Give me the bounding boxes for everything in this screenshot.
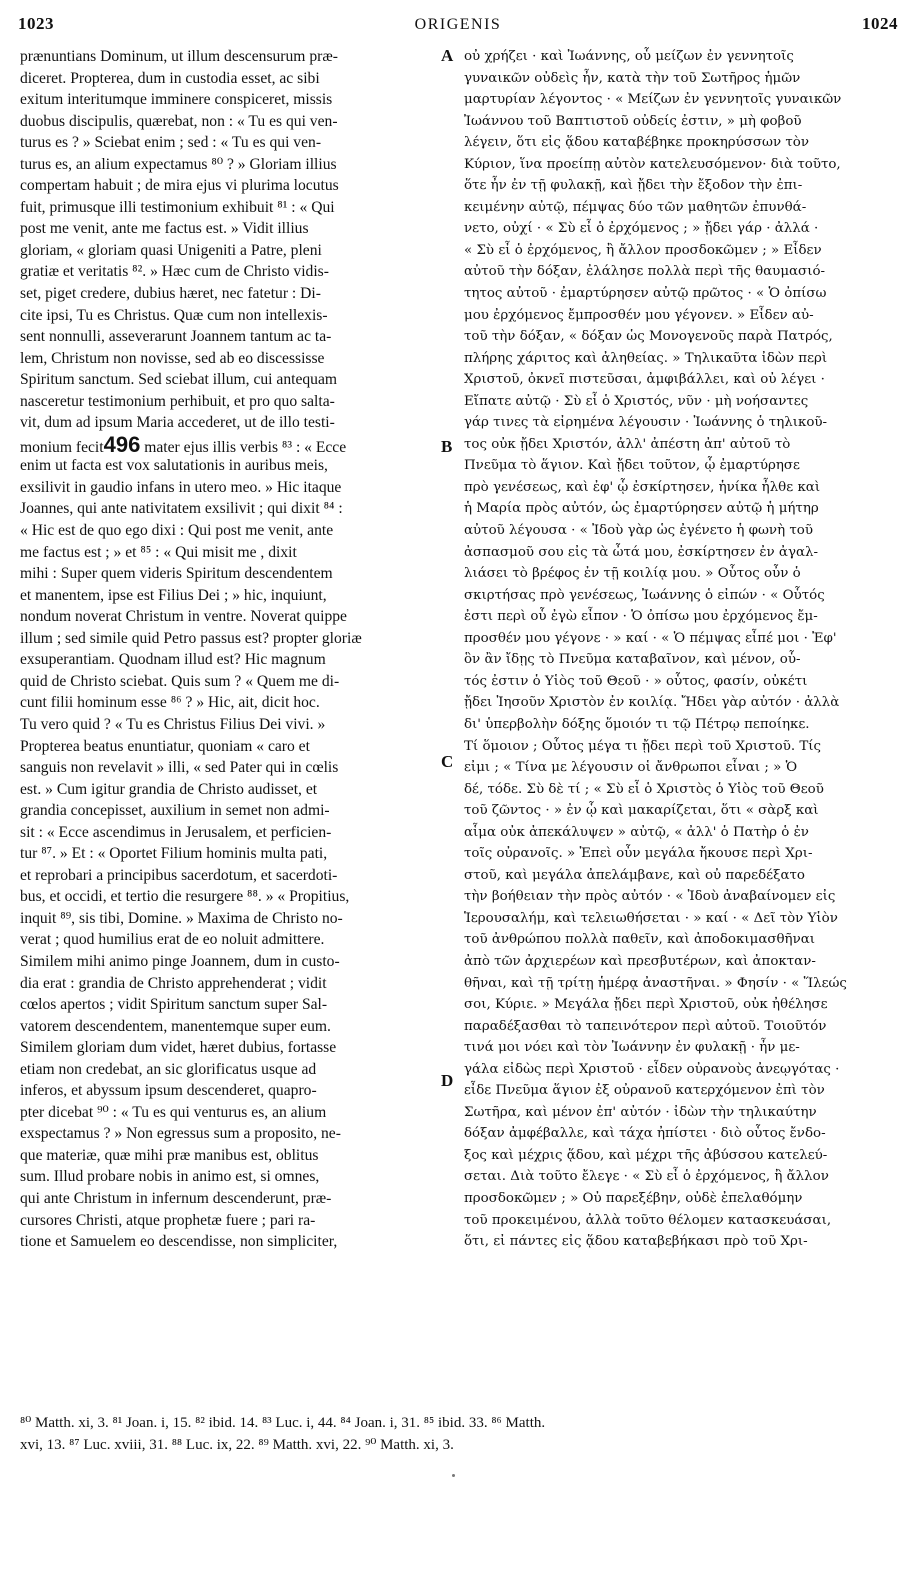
page-dot <box>452 1474 455 1477</box>
greek-text-line: τός ἐστιν ὁ Υἱὸς τοῦ Θεοῦ · » οὗτος, φασίν, οὐκέτι <box>464 673 808 689</box>
footnote-line-2: xvi, 13. ⁸⁷ Luc. xviii, 31. ⁸⁸ Luc. ix, 22. ⁸⁹ Matth. xvi, 22. ⁹⁰ Matth. xi, 3. <box>20 1437 454 1453</box>
footnote-line-1: ⁸⁰ Matth. xi, 3. ⁸¹ Joan. i, 15. ⁸² ibid. 14. ⁸³ Luc. i, 44. ⁸⁴ Joan. i, 31. ⁸⁵ ibid. 33. ⁸⁶ Matth. <box>20 1415 546 1431</box>
latin-text-line: et manentem, ipse est Filius Dei ; » hic, inquiunt, <box>20 586 327 604</box>
greek-text-line: τὴν βοήθειαν τὴν πρὸς αὐτόν · « Ἰδοὺ ἀναβαίνομεν εἰς <box>464 889 836 905</box>
section-marker-d: D <box>441 1071 454 1090</box>
latin-text-line: nasceretur testimonium perhibuit, et pro quo salta- <box>20 392 335 410</box>
latin-text-fragment: mater ejus illis verbis ⁸³ : « Ecce <box>140 438 347 456</box>
greek-text-line: ἡ Μαρία πρὸς αὐτόν, ὡς ἐμαρτύρησεν αὐτῷ ἡ μήτηρ <box>464 501 819 517</box>
greek-text-line: Σωτῆρα, καὶ μένον ἐπ' αὐτόν · ἰδὼν τὴν τηλικαύτην <box>464 1104 817 1120</box>
latin-text-line: cunt filii hominum esse ⁸⁶ ? » Hic, ait, dicit hoc. <box>20 694 320 712</box>
latin-column <box>20 46 440 1253</box>
latin-text-line: quid de Christo sciebat. Quis sum ? « Quem me di- <box>20 672 340 690</box>
greek-text-line: γάρ τινες τὰ εἰρημένα λέγουσιν · Ἰωάννης ὁ τηλικοῦ- <box>464 415 828 431</box>
latin-text-line: post me venit, ante me factus est. » Vidit illius <box>20 220 309 238</box>
latin-text-line: Propterea beatus enuntiatur, quoniam « caro et <box>20 737 310 755</box>
greek-text-line: ᾔδει Ἰησοῦν Χριστὸν ἐν κοιλίᾳ. Ἤδει γὰρ αὐτόν · ἀλλὰ <box>464 695 840 711</box>
greek-text-line: κειμένην αὐτῷ, πέμψας δύο τῶν μαθητῶν ἐπυνθά- <box>464 199 807 215</box>
greek-text-line: ἀπὸ τῶν ἀρχιερέων καὶ πρεσβυτέρων, καὶ ἀποκταν- <box>464 953 816 969</box>
greek-text-line: ὅτε ἦν ἐν τῇ φυλακῇ, καὶ ᾔδει τὴν ἔξοδον τὴν ἐπι- <box>464 178 803 194</box>
greek-text-line: παραδέξασθαι τὸ ταπεινότερον περὶ αὐτοῦ. Τοιοῦτόν <box>464 1018 827 1034</box>
latin-text-line: sit : « Ecce ascendimus in Jerusalem, et perficien- <box>20 823 332 841</box>
latin-text-line: mihi : Super quem videris Spiritum descendentem <box>20 565 333 583</box>
greek-text-line: δέ, τόδε. Σὺ δὲ τί ; « Σὺ εἶ ὁ Χριστὸς ὁ Υἱὸς τοῦ Θεοῦ <box>464 781 824 797</box>
latin-text-line: pter dicebat ⁹⁰ : « Tu es qui venturus es, an alium <box>20 1103 327 1121</box>
latin-text-line: compertam habuit ; de mira ejus vi plurima locutus <box>20 177 339 195</box>
latin-text-line: turus es, an alium expectamus ⁸⁰ ? » Gloriam illius <box>20 155 337 173</box>
latin-text-line: Similem gloriam dum videt, hæret dubius, fortasse <box>20 1039 337 1057</box>
latin-text-line: exitum interitumque imminere conspiceret, missis <box>20 91 333 109</box>
greek-text-line: Ἱερουσαλήμ, καὶ τελειωθήσεται · » καί · « Δεῖ τὸν Υἱὸν <box>464 910 838 926</box>
latin-text-line: « Hic est de quo ego dixi : Qui post me venit, ante <box>20 522 334 540</box>
latin-text-line: etiam non credebat, an sic glorificatus usque ad <box>20 1060 317 1078</box>
latin-text-line: qui ante Christum in infernum descenderunt, præ- <box>20 1189 332 1207</box>
section-marker-c: C <box>441 752 454 771</box>
greek-text-line: τητος αὐτοῦ · ἐμαρτύρησεν αὐτῷ πρῶτος · « Ὁ ὀπίσω <box>464 286 827 302</box>
latin-text-line: exsuperantiam. Quodnam illud est? Hic magnum <box>20 651 326 669</box>
left-column-number: 1023 <box>18 14 54 33</box>
latin-text-line: cite ipsi, Tu es Christus. Quæ cum non intellexis- <box>20 306 328 324</box>
greek-text-line: λέγειν, ὅτι εἰς ᾅδου καταβέβηκε προκηρύσσων τὸν <box>464 135 809 151</box>
latin-text-line: vit, dum ad ipsum Maria accederet, ut de illo testi- <box>20 414 335 432</box>
greek-text-line: τοῦ τὴν δόξαν, « δόξαν ὡς Μονογενοῦς παρὰ Πατρός, <box>464 329 833 345</box>
greek-text-line: πλήρης χάριτος καὶ ἀληθείας. » Τηλικαῦτα ἰδὼν περὶ <box>464 350 828 366</box>
greek-text-line: στοῦ, καὶ μεγάλα ἀπελάμβανε, καὶ οὐ παρεδέξατο <box>464 867 805 883</box>
greek-text-line: προσθέν μου γέγονε · » καί · « Ὁ πέμψας εἶπέ μοι · Ἐφ' <box>464 630 837 646</box>
section-marker-b: B <box>441 437 453 456</box>
greek-text-line: Κύριον, ἵνα προείπῃ αὐτὸν κατελευσόμενον· διὰ τοῦτο, <box>464 156 841 172</box>
latin-text-line: gloriam, « gloriam quasi Unigeniti a Patre, pleni <box>20 241 322 259</box>
latin-text-line: Spiritum sanctum. Sed sciebat illum, cui antequam <box>20 371 338 389</box>
latin-text-line: que materiæ, quæ mihi præ manibus est, oblitus <box>20 1146 319 1164</box>
latin-text-line: lem, Christum non novisse, sed ab eo discessisse <box>20 349 325 367</box>
latin-text-line: diceret. Propterea, dum in custodia esset, ac sibi <box>20 69 320 87</box>
greek-text-line: σκιρτήσας πρὸ γενέσεως, Ἰωάννης ὁ εἰπών · « Οὗτός <box>464 587 825 603</box>
latin-text-line: est. » Cum igitur grandia de Christo audisset, et <box>20 780 318 798</box>
greek-text-line: Εἴπατε αὐτῷ · Σὺ εἶ ὁ Χριστός, νῦν · μὴ νοήσαντες <box>464 393 809 409</box>
latin-text-line: exspectamus ? » Non egressus sum a proposito, ne- <box>20 1125 341 1143</box>
latin-text-line: set, piget credere, dubius hæret, nec fatetur : Di- <box>20 285 321 303</box>
greek-text-line: αὐτοῦ τὴν δόξαν, ἐλάλησε πολλὰ περὶ τῆς θαυμασιό- <box>464 264 826 280</box>
latin-text-line: vatorem descendentem, manentemque super eum. <box>20 1017 331 1035</box>
latin-text-line: dia erat : grandia de Christo apprehenderat ; vidit <box>20 974 327 992</box>
greek-text-line: λιάσει τὸ βρέφος ἐν τῇ κοιλίᾳ μου. » Οὗτος οὖν ὁ <box>464 566 801 582</box>
greek-text-line: προσδοκῶμεν ; » Οὐ παρεξέβην, οὐδὲ ἐπελαθόμην <box>464 1190 803 1206</box>
latin-text-line: turus es ? » Sciebat enim ; sed : « Tu es qui ven- <box>20 134 322 152</box>
greek-text-line: γυναικῶν οὐδεὶς ἦν, κατὰ τὴν τοῦ Σωτῆρος ἡμῶν <box>464 70 801 86</box>
right-column-number: 1024 <box>861 14 898 33</box>
greek-text-line: Πνεῦμα τὸ ἅγιον. Καὶ ᾔδει τοῦτον, ᾧ ἐμαρτύρησε <box>464 458 800 474</box>
latin-text-line: inferos, et abyssum ipsum descenderet, quapro- <box>20 1082 317 1100</box>
greek-text-line: τοῦ προκειμένου, ἀλλὰ τοῦτο θέλομεν κατασκευάσαι, <box>464 1212 832 1228</box>
greek-text-line: θῆναι, καὶ τῇ τρίτῃ ἡμέρᾳ ἀναστῆναι. » Φησίν · « Ἵλεώς <box>464 975 847 991</box>
greek-text-line: εἰμι ; « Τίνα με λέγουσιν οἱ ἄνθρωποι εἶναι ; » Ὁ <box>464 760 798 776</box>
greek-text-line: αἷμα οὐκ ἀπεκάλυψεν » αὐτῷ, « ἀλλ' ὁ Πατὴρ ὁ ἐν <box>464 824 809 840</box>
greek-text-line: δι' ὑπερβολὴν δόξης ὅμοιόν τι τῷ Πέτρῳ πεποίηκε. <box>464 716 810 732</box>
greek-text-line: ὃν ἂν ἴδῃς τὸ Πνεῦμα καταβαῖνον, καὶ μένον, οὗ- <box>464 652 801 668</box>
latin-text-line: grandia concepisset, auxilium in semet non admi- <box>20 802 330 820</box>
latin-text-line: bus, et occidi, et tertio die resurgere ⁸⁸. » « Propitius, <box>20 888 350 906</box>
page-header <box>18 14 898 40</box>
greek-text-line: πρὸ γενέσεως, καὶ ἐφ' ᾧ ἐσκίρτησεν, ἡνίκα ἦλθε καὶ <box>464 479 821 495</box>
latin-text-line: sanguis non revelavit » illi, « sed Pater qui in cœlis <box>20 759 339 777</box>
greek-text-line: τινά μοι νόει καὶ τὸν Ἰωάννην ἐν φυλακῇ · ἦν με- <box>464 1040 800 1056</box>
latin-text-line: Similem mihi animo pinge Joannem, dum in custo- <box>20 952 340 970</box>
greek-text-line: εἶδε Πνεῦμα ἅγιον ἐξ οὐρανοῦ κατερχόμενον ἐπὶ τὸν <box>464 1083 825 1099</box>
greek-text-line: τοῦ ζῶντος · » ἐν ᾧ καὶ μακαρίζεται, ὅτι « σὰρξ καὶ <box>464 803 819 819</box>
page-title: ORIGENIS <box>414 16 502 33</box>
greek-text-line: τος οὐκ ᾔδει Χριστόν, ἀλλ' ἀπέστη ἀπ' αὐτοῦ τὸ <box>464 436 791 452</box>
latin-text-line: nondum noverat Christum in ventre. Noverat quippe <box>20 608 347 626</box>
greek-column <box>464 46 896 1253</box>
greek-text-line: τοῖς οὐρανοῖς. » Ἐπεὶ οὖν μεγάλα ἤκουσε περὶ Χρι- <box>464 846 813 862</box>
greek-text-line: σεται. Διὰ τοῦτο ἔλεγε · « Σὺ εἶ ὁ ἐρχόμενος, ἢ ἄλλον <box>464 1169 829 1185</box>
latin-text-line: exsilivit in gaudio infans in utero meo. » Hic itaque <box>20 478 342 496</box>
latin-text-line: verat ; quod humilius erat de eo noluit admittere. <box>20 931 325 949</box>
latin-text-fragment: monium fecit <box>20 438 104 456</box>
greek-text-line: αὐτοῦ λέγουσα · « Ἰδοὺ γὰρ ὡς ἐγένετο ἡ φωνὴ τοῦ <box>464 523 813 539</box>
latin-text-line: cœlos apertos ; vidit Spiritum sanctum super Sal- <box>20 996 328 1014</box>
greek-text-line: τοῦ ἀνθρώπου πολλὰ παθεῖν, καὶ ἀποδοκιμασθῆναι <box>464 932 816 948</box>
latin-text-line: enim ut facta est vox salutationis in auribus meis, <box>20 457 328 475</box>
latin-text-line: sent nonnulli, asseverarunt Joannem tantum ac ta- <box>20 328 332 346</box>
greek-text-line: Χριστοῦ, ὀκνεῖ πιστεῦσαι, ἀμφιβάλλει, καὶ οὐ λέγει · <box>464 372 825 388</box>
latin-text-line: illum ; sed simile quid Petro passus est? propter gloriæ <box>20 629 362 647</box>
latin-text-line: prænuntians Dominum, ut illum descensurum præ- <box>20 48 338 65</box>
greek-text-line: μαρτυρίαν λέγοντος · « Μείζων ἐν γεννητοῖς γυναικῶν <box>464 92 842 108</box>
greek-text-line: « Σὺ εἶ ὁ ἐρχόμενος, ἢ ἄλλον προσδοκῶμεν ; » Εἶδεν <box>464 242 822 258</box>
latin-text-line: tur ⁸⁷. » Et : « Oportet Filium hominis multa pati, <box>20 845 328 863</box>
footnotes <box>20 1412 898 1456</box>
latin-text-line: Tu vero quid ? « Tu es Christus Filius Dei vivi. » <box>20 715 326 733</box>
greek-text-line: ξος καὶ μέχρις ᾅδου, καὶ μέχρι τῆς ἀβύσσου κατελεύ- <box>464 1147 828 1163</box>
latin-text-line: fuit, primusque illi testimonium exhibuit ⁸¹ : « Qui <box>20 198 335 216</box>
greek-text-line: ὅτι, εἰ πάντες εἰς ᾅδου καταβεβήκασι πρὸ τοῦ Χρι- <box>464 1234 808 1250</box>
greek-text-line: νετο, οὐχί · « Σὺ εἶ ὁ ἐρχόμενος ; » ᾔδει γάρ · ἀλλά · <box>464 221 819 237</box>
greek-text-line: οὐ χρήζει · καὶ Ἰωάννης, οὗ μείζων ἐν γεννητοῖς <box>464 49 794 64</box>
latin-text-line: duobus discipulis, quærebat, non : « Tu es qui ven- <box>20 112 338 130</box>
latin-text-line: inquit ⁸⁹, sis tibi, Domine. » Maxima de Christo no- <box>20 909 343 927</box>
latin-text-line: gratiæ et veritatis ⁸². » Hæc cum de Christo vidis- <box>20 263 329 281</box>
latin-text-line: Joannes, qui ante nativitatem exsilivit ; qui dixit ⁸⁴ : <box>20 500 343 518</box>
greek-text-line: δόξαν ἀμφέβαλλε, καὶ τάχα ἠπίστει · διὸ οὗτος ἔνδο- <box>464 1126 826 1142</box>
latin-text-line: me factus est ; » et ⁸⁵ : « Qui misit me , dixit <box>20 543 297 561</box>
section-marker-a: A <box>441 46 454 65</box>
latin-text-line-with-colnum <box>20 434 440 456</box>
greek-text-line: ἐστι περὶ οὗ ἐγὼ εἶπον · Ὁ ὀπίσω μου ἐρχόμενος ἔμ- <box>464 609 818 625</box>
greek-text-line: μου ἐρχόμενος ἔμπροσθέν μου γέγονεν. » Εἶδεν αὐ- <box>464 307 814 323</box>
greek-text-line: σοι, Κύριε. » Μεγάλα ᾔδει περὶ Χριστοῦ, οὐκ ἠθέλησε <box>464 997 828 1013</box>
greek-text-line: ἀσπασμοῦ σου εἰς τὰ ὦτά μου, ἐσκίρτησεν ἐν ἀγαλ- <box>464 544 819 560</box>
greek-text-line: Ἰωάννου τοῦ Βαπτιστοῦ οὐδείς ἐστιν, » μὴ φοβοῦ <box>464 113 802 129</box>
greek-text-line: γάλα εἰδὼς περὶ Χριστοῦ · εἶδεν οὐρανοὺς ἀνεῳγότας · <box>464 1061 840 1077</box>
latin-text-line: sum. Illud probare nobis in animo est, si omnes, <box>20 1168 320 1186</box>
inline-column-number: 496 <box>103 433 141 456</box>
latin-text-line: et reprobari a principibus sacerdotum, et sacerdoti- <box>20 866 338 884</box>
latin-text-line: cursores Christi, atque prophetæ fuere ; pari ra- <box>20 1211 316 1229</box>
greek-text-line: Τί ὅμοιον ; Οὗτος μέγα τι ᾔδει περὶ τοῦ Χριστοῦ. Τίς <box>464 738 822 754</box>
latin-text-line: tione et Samuelem eo descendisse, non simpliciter, <box>20 1233 338 1251</box>
